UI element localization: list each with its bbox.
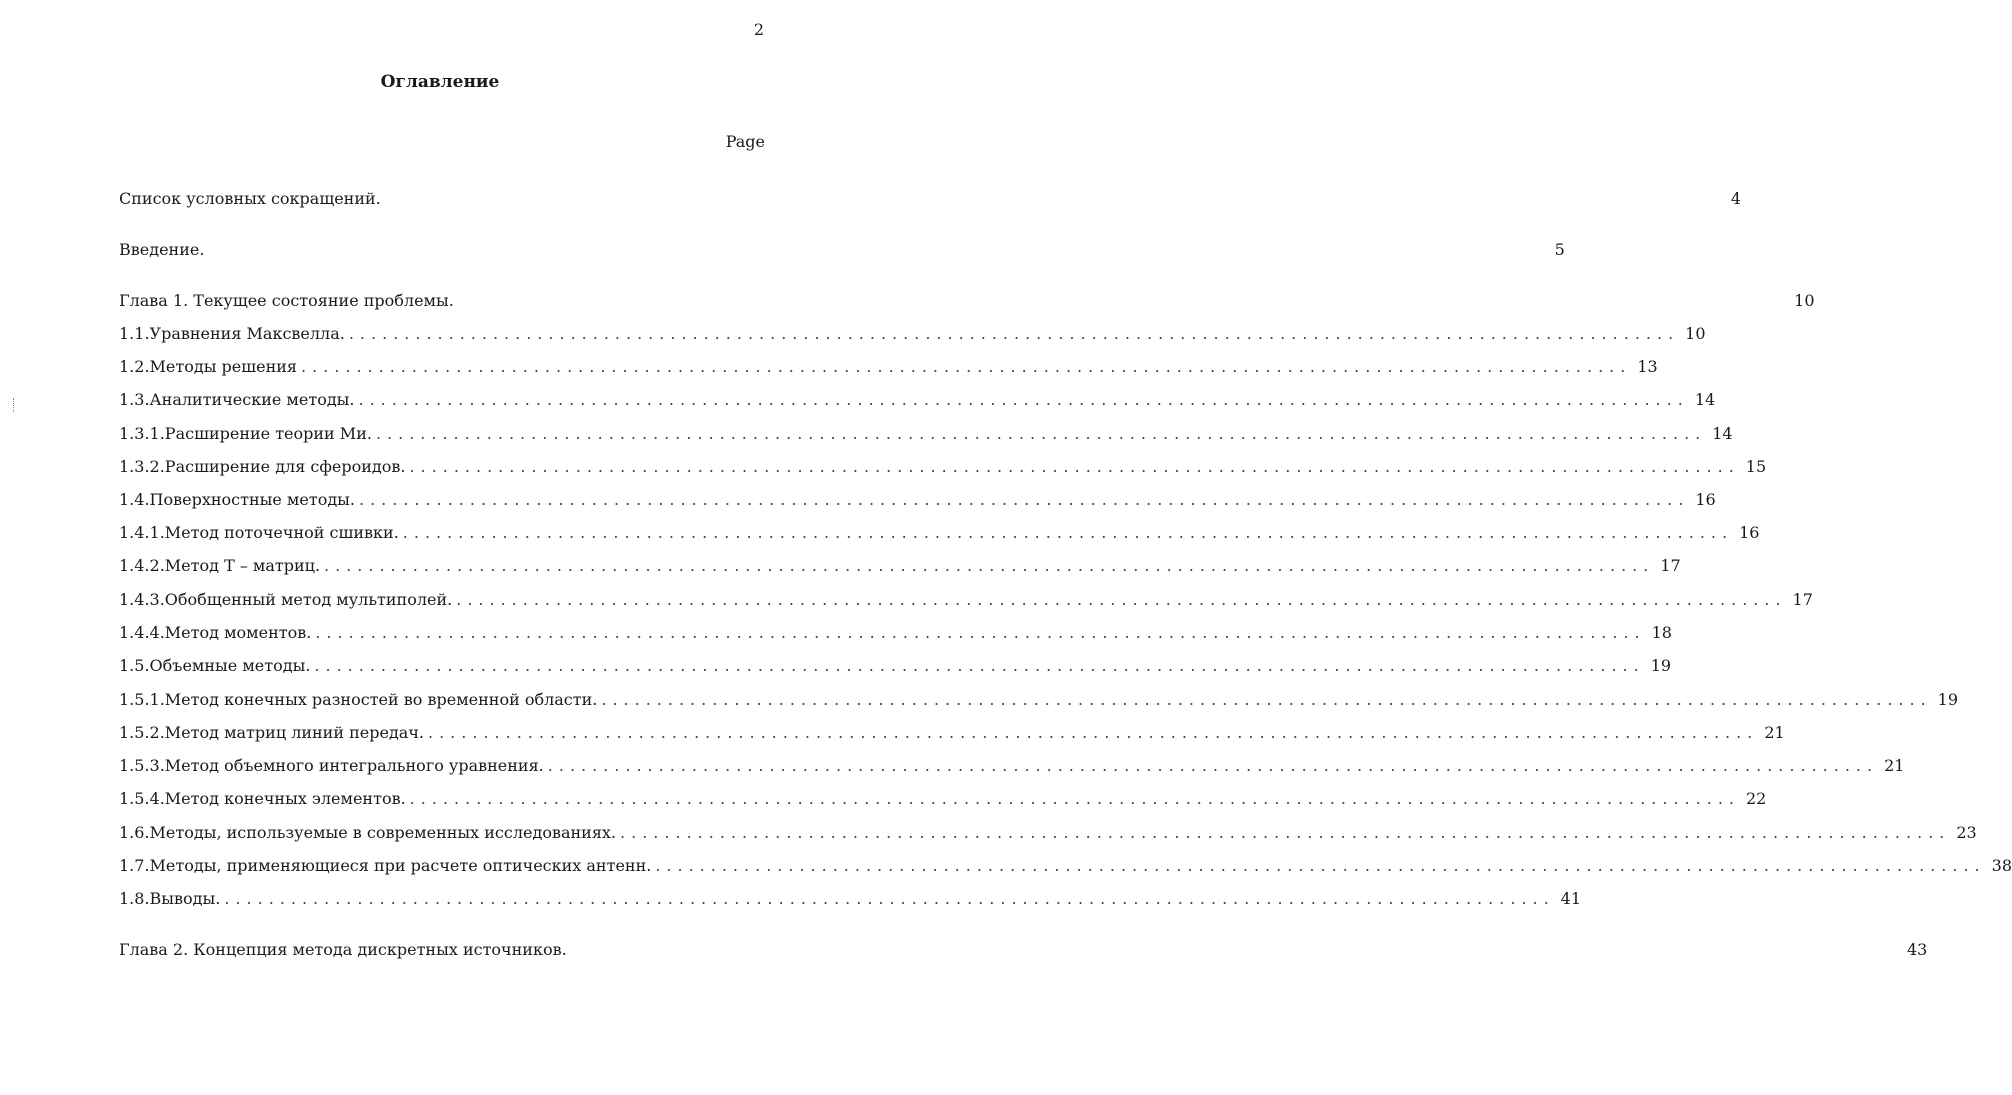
toc-entry-page: 21 — [1764, 723, 1785, 742]
toc-entry — [119, 688, 1959, 710]
toc-entry-title: Расширение для сфероидов. — [164, 457, 406, 476]
toc-entry-page: 13 — [1637, 357, 1658, 376]
toc-entry-number: 1.3. — [119, 390, 150, 409]
toc-entry — [119, 488, 1716, 510]
toc-entry — [119, 238, 1565, 260]
toc-entry-title: Метод моментов. — [164, 623, 312, 642]
toc-entry-page: 5 — [1554, 240, 1565, 259]
toc-entry-title: Уравнения Максвелла. — [149, 324, 345, 343]
dot-leader: ........................................................................................................................ — [224, 889, 1555, 908]
dot-leader: ........................................................................................................................ — [314, 656, 1645, 675]
toc-entry — [119, 588, 1813, 610]
toc-entry-title: Аналитические методы. — [149, 390, 355, 409]
toc-entry — [119, 289, 1815, 311]
toc-entry-title: Метод T – матриц. — [164, 556, 321, 575]
dot-leader: ........................................................................................................................ — [375, 424, 1707, 443]
toc-entry-page: 16 — [1695, 490, 1716, 509]
toc-entry-page: 43 — [1907, 940, 1928, 959]
dot-leader: ........................................................................................................................ — [601, 690, 1932, 709]
toc-entry — [119, 721, 1785, 743]
toc-entry-number: 1.4.4. — [119, 623, 165, 642]
toc-entry-number: 1.7. — [119, 856, 150, 875]
toc-entry-title: Методы, применяющиеся при расчете оптических антенн. — [149, 856, 652, 875]
toc-entry-title: Метод объемного интегрального уравнения. — [164, 756, 544, 775]
toc-entry — [119, 521, 1760, 543]
dot-leader: ........................................................................................................................ — [620, 823, 1951, 842]
toc-entry-page: 22 — [1745, 789, 1767, 808]
toc-entry-title: Метод конечных элементов. — [164, 789, 406, 808]
toc-entry-title: Глава 1. Текущее состояние проблемы. — [119, 291, 454, 310]
scan-artifact — [13, 398, 16, 412]
toc-entry-number: 1.8. — [119, 889, 150, 908]
dot-leader: ........................................................................................................................ — [359, 490, 1690, 509]
toc-entry-number: 1.5.2. — [119, 723, 165, 742]
page-title: Оглавление — [380, 72, 500, 92]
dot-leader: ........................................................................................................................ — [409, 789, 1740, 808]
toc-entry — [119, 821, 1977, 843]
toc-entry — [119, 854, 2012, 876]
dot-leader: ........................................................................................................................ — [358, 390, 1689, 409]
toc-entry-page: 17 — [1792, 590, 1813, 609]
toc-entry — [119, 887, 1582, 909]
toc-entry-page: 19 — [1937, 690, 1959, 709]
toc-entry-title: Обобщенный метод мультиполей. — [164, 590, 453, 609]
toc-entry-number: 1.3.1. — [119, 424, 165, 443]
toc-entry-number: 1.6. — [119, 823, 150, 842]
toc-entry-page: 16 — [1739, 523, 1760, 542]
toc-entry — [119, 422, 1733, 444]
dot-leader: ........................................................................................................................ — [409, 457, 1740, 476]
toc-entry-title: Объемные методы. — [149, 656, 311, 675]
toc-entry — [119, 621, 1672, 643]
toc-entry-page: 14 — [1712, 424, 1733, 443]
dot-leader: ........................................................................................................................ — [324, 556, 1655, 575]
dot-leader: ........................................................................................................................ — [456, 590, 1787, 609]
toc-entry-page: 10 — [1685, 324, 1706, 343]
toc-entry — [119, 187, 1742, 209]
toc-entry-title: Расширение теории Ми. — [164, 424, 372, 443]
toc-entry-number: 1.3.2. — [119, 457, 165, 476]
toc-entry-title: Методы, используемые в современных исследованиях. — [149, 823, 617, 842]
toc-entry — [119, 754, 1905, 776]
dot-leader: ........................................................................................................................ — [348, 324, 1680, 343]
toc-entry-title: Список условных сокращений. — [119, 189, 381, 208]
toc-entry-page: 21 — [1884, 756, 1905, 775]
dot-leader: ........................................................................................................................ — [655, 856, 1986, 875]
toc-entry-page: 23 — [1956, 823, 1977, 842]
toc-entry-page: 18 — [1651, 623, 1672, 642]
toc-entry-page: 19 — [1650, 656, 1672, 675]
toc-entry-number: 1.4. — [119, 490, 150, 509]
toc-entry-number: 1.4.3. — [119, 590, 165, 609]
toc-entry — [119, 654, 1672, 676]
toc-entry — [119, 322, 1706, 344]
toc-entry-number: 1.5.3. — [119, 756, 165, 775]
dot-leader: ........................................................................................................................ — [547, 756, 1879, 775]
toc-entry-number: 1.4.1. — [119, 523, 165, 542]
toc-entry-page: 4 — [1730, 189, 1742, 208]
toc-entry-number: 1.4.2. — [119, 556, 165, 575]
dot-leader: ........................................................................................................................ — [301, 357, 1632, 376]
dot-leader: ........................................................................................................................ — [315, 623, 1646, 642]
toc-entry-page: 41 — [1560, 889, 1582, 908]
toc-entry — [119, 455, 1767, 477]
toc-entry-page: 14 — [1694, 390, 1716, 409]
page-column-label: Page — [725, 132, 765, 151]
toc-entry — [119, 388, 1716, 410]
toc-entry-title: Введение. — [119, 240, 205, 259]
toc-entry-page: 38 — [1991, 856, 2012, 875]
page-number: 2 — [753, 20, 764, 39]
toc-entry — [119, 554, 1681, 576]
toc-entry — [119, 355, 1658, 377]
dot-leader: ........................................................................................................................ — [402, 523, 1734, 542]
toc-entry-title: Выводы. — [149, 889, 221, 908]
toc-entry-number: 1.2. — [119, 357, 150, 376]
toc-entry-title: Глава 2. Концепция метода дискретных источников. — [119, 940, 567, 959]
toc-entry — [119, 787, 1767, 809]
toc-entry-title: Метод матриц линий передач. — [164, 723, 424, 742]
toc-entry-page: 15 — [1745, 457, 1767, 476]
toc-entry-number: 1.1. — [119, 324, 150, 343]
dot-leader: ........................................................................................................................ — [428, 723, 1759, 742]
toc-entry-title: Поверхностные методы. — [149, 490, 355, 509]
toc-entry-title: Методы решения — [149, 357, 298, 376]
toc-entry-number: 1.5.1. — [119, 690, 165, 709]
toc-entry-number: 1.5. — [119, 656, 150, 675]
toc-entry-page: 17 — [1660, 556, 1681, 575]
toc-entry — [119, 938, 1928, 960]
toc-entry-number: 1.5.4. — [119, 789, 165, 808]
toc-entry-title: Метод поточечной сшивки. — [164, 523, 399, 542]
toc-entry-page: 10 — [1794, 291, 1815, 310]
toc-entry-title: Метод конечных разностей во временной области. — [164, 690, 598, 709]
